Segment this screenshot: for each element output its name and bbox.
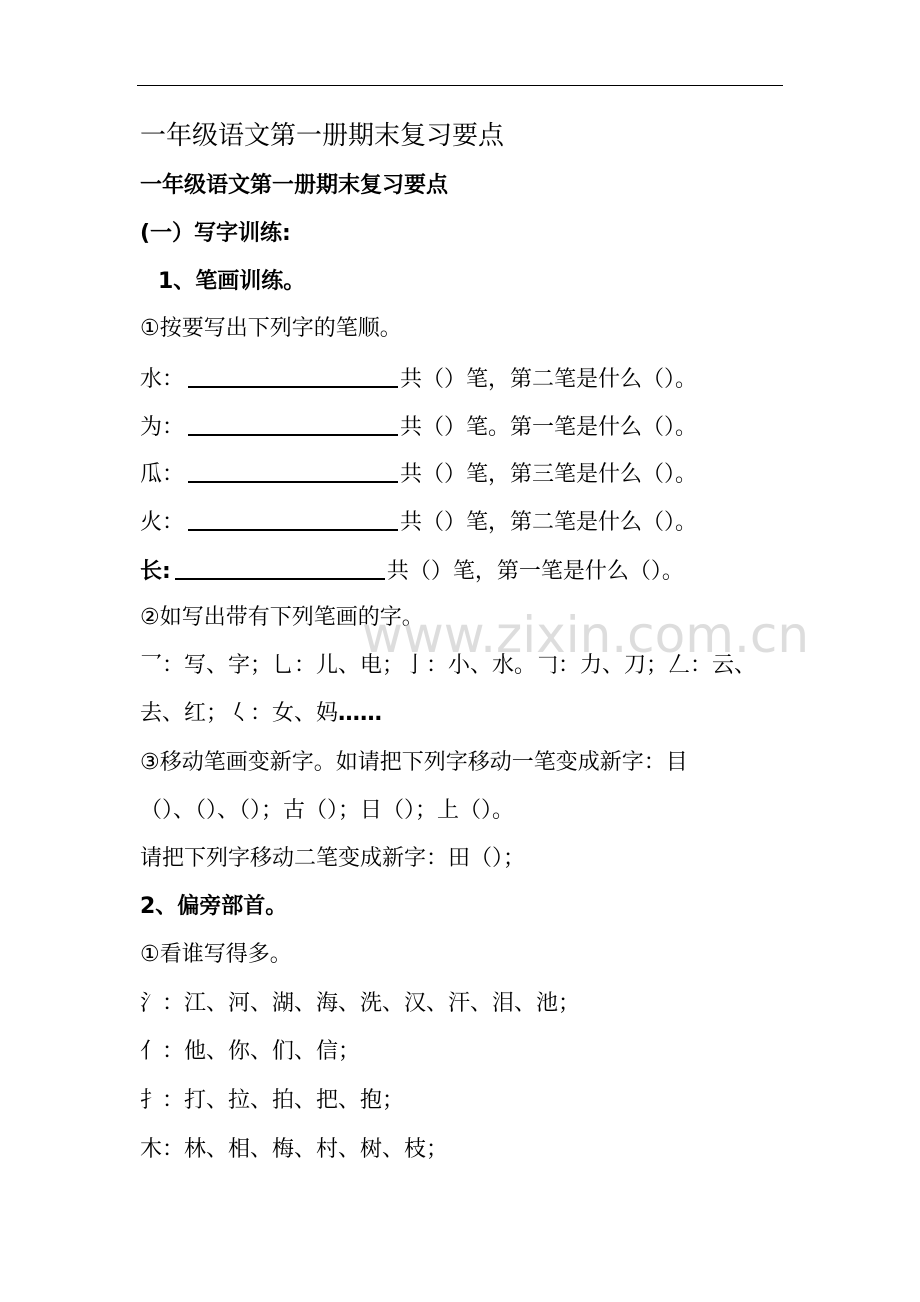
radical-row: 氵：江、河、湖、海、洗、汉、汗、泪、池； (140, 991, 581, 1016)
document-heading: 一年级语文第一册期末复习要点 (140, 173, 449, 198)
section-heading-writing: (一）写字训练: (140, 221, 291, 246)
subsection-strokes: 1、笔画训练。 (158, 269, 306, 294)
stroke-char: 长: (140, 559, 171, 584)
stroke-row (140, 554, 684, 588)
answer-blank[interactable] (188, 410, 398, 436)
radical-row: 亻：他、你、们、信； (140, 1039, 361, 1064)
stroke-row (140, 362, 697, 396)
stroke-question: 共（）笔，第二笔是什么（）。 (400, 367, 698, 392)
question-move-stroke: ③移动笔画变新字。如请把下列字移动一笔变成新字：目 (140, 750, 688, 775)
ellipsis: …… (338, 701, 383, 726)
answer-blank[interactable] (188, 362, 398, 388)
move-stroke-blanks: （）、（）、（）；古（）；日（）；上（）。 (140, 798, 515, 823)
stroke-question: 共（）笔，第一笔是什么（）。 (386, 559, 684, 584)
question-stroke-order: ①按要写出下列字的笔顺。 (140, 316, 402, 341)
stroke-question: 共（）笔，第三笔是什么（）。 (400, 462, 698, 487)
header-rule (137, 85, 783, 86)
watermark: www.zixin.com.cn (362, 606, 810, 664)
question-stroke-chars: ②如写出带有下列笔画的字。 (140, 605, 424, 630)
radical-row: 木：林、相、梅、村、树、枝； (140, 1137, 449, 1162)
document-title: 一年级语文第一册期末复习要点 (140, 121, 505, 151)
answer-blank[interactable] (188, 505, 398, 531)
stroke-question: 共（）笔。第一笔是什么（）。 (400, 415, 698, 440)
stroke-examples-line-2 (140, 698, 382, 730)
stroke-char: 水： (140, 367, 185, 392)
move-two-strokes: 请把下列字移动二笔变成新字：田（）； (140, 846, 526, 871)
stroke-question: 共（）笔，第二笔是什么（）。 (400, 510, 698, 535)
radical-row: 扌：打、拉、拍、把、抱； (140, 1088, 405, 1113)
stroke-examples-text: 去、红；𡿨：女、妈 (140, 701, 339, 726)
stroke-row (140, 457, 697, 491)
stroke-char: 为： (140, 415, 185, 440)
question-radicals: ①看谁写得多。 (140, 942, 292, 967)
stroke-char: 瓜： (140, 462, 185, 487)
stroke-char: 火： (140, 510, 185, 535)
subsection-radicals: 2、偏旁部首。 (140, 894, 288, 919)
answer-blank[interactable] (188, 457, 398, 483)
answer-blank[interactable] (175, 554, 385, 580)
stroke-row (140, 410, 697, 444)
stroke-row (140, 505, 697, 539)
stroke-examples-line-1: 乛：写、字；乚：儿、电；亅：小、水。𠃌：力、刀；𠃋：云、 (140, 653, 757, 678)
